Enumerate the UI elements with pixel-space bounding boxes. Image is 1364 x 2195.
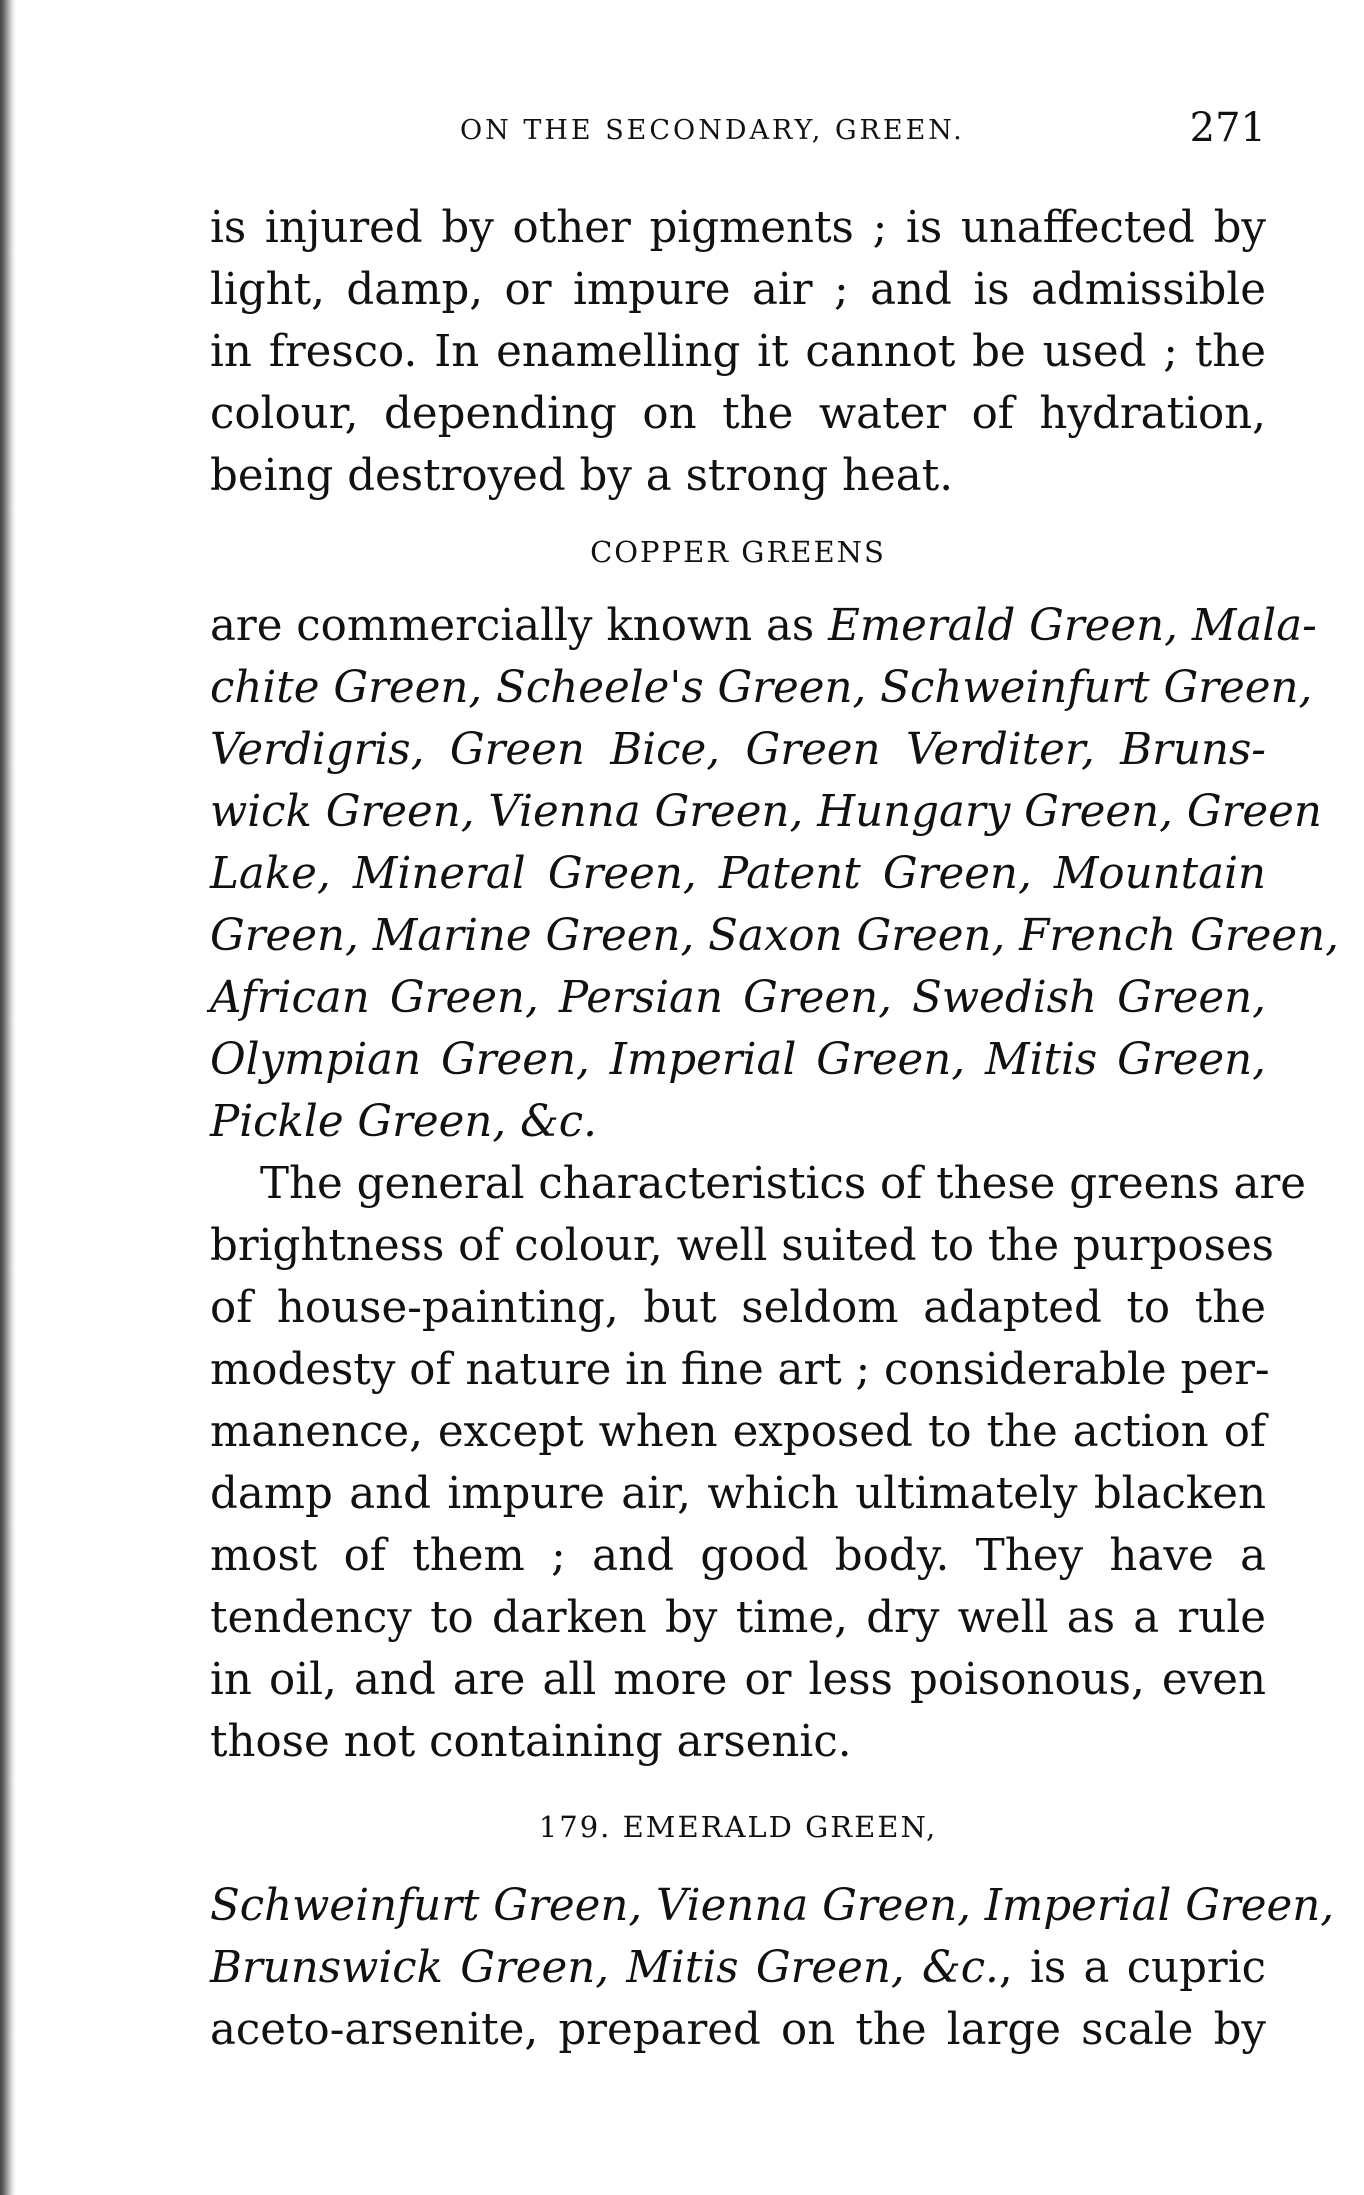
text-line: most of them ; and good body. They have a <box>210 1531 1266 1581</box>
text-roman: , is a cupric <box>998 1943 1266 1993</box>
paragraph-4 <box>210 1875 1335 2061</box>
text-line: being destroyed by a strong heat. <box>210 451 954 501</box>
text-line: Verdigris, Green Bice, Green Verditer, Bruns- <box>210 725 1266 775</box>
text-line: light, damp, or impure air ; and is admissible <box>210 265 1266 315</box>
text-line: African Green, Persian Green, Swedish Green, <box>210 973 1266 1023</box>
text-line: damp and impure air, which ultimately blacken <box>210 1469 1266 1519</box>
text-line: wick Green, Vienna Green, Hungary Green, Green <box>210 787 1322 837</box>
text-line: chite Green, Scheele's Green, Schweinfurt Green, <box>210 663 1313 713</box>
text-line <box>210 595 1317 657</box>
paragraph-2 <box>210 595 1339 1153</box>
running-title: ON THE SECONDARY, GREEN. <box>460 115 965 146</box>
text-italic: Brunswick Green, Mitis Green, &c. <box>210 1943 999 1993</box>
text-line: Lake, Mineral Green, Patent Green, Mountain <box>210 849 1266 899</box>
text-italic: Emerald Green, Mala- <box>828 601 1317 651</box>
text-line: of house-painting, but seldom adapted to the <box>210 1283 1266 1333</box>
page-header <box>210 105 1266 165</box>
text-line: those not containing arsenic. <box>210 1717 852 1767</box>
paragraph-3 <box>210 1153 1306 1773</box>
text-line: Green, Marine Green, Saxon Green, French Green, <box>210 911 1339 961</box>
text-line: tendency to darken by time, dry well as a rule <box>210 1593 1266 1643</box>
text-line: The general characteristics of these greens are <box>260 1159 1306 1209</box>
text-line: manence, except when exposed to the action of <box>210 1407 1266 1457</box>
text-line: in fresco. In enamelling it cannot be used ; the <box>210 327 1266 377</box>
text-line: modesty of nature in fine art ; considerable per- <box>210 1345 1270 1395</box>
section-heading-emerald-green: 179. EMERALD GREEN, <box>538 1810 938 1844</box>
text-roman: are commercially known as <box>210 601 829 651</box>
binding-gutter <box>0 0 16 2195</box>
text-line: in oil, and are all more or less poisonous, even <box>210 1655 1266 1705</box>
paragraph-1 <box>210 197 1266 507</box>
text-line: colour, depending on the water of hydration, <box>210 389 1266 439</box>
text-line: Schweinfurt Green, Vienna Green, Imperial Green, <box>210 1881 1335 1931</box>
text-line: brightness of colour, well suited to the purposes <box>210 1221 1275 1271</box>
text-line: Olympian Green, Imperial Green, Mitis Green, <box>210 1035 1266 1085</box>
page-number: 271 <box>1189 105 1266 151</box>
text-line: Pickle Green, &c. <box>210 1097 597 1147</box>
text-line: is injured by other pigments ; is unaffected by <box>210 203 1266 253</box>
text-line: aceto-arsenite, prepared on the large scale by <box>210 2005 1266 2055</box>
section-heading-copper-greens: COPPER GREENS <box>590 535 886 569</box>
text-line <box>210 1937 1266 1999</box>
